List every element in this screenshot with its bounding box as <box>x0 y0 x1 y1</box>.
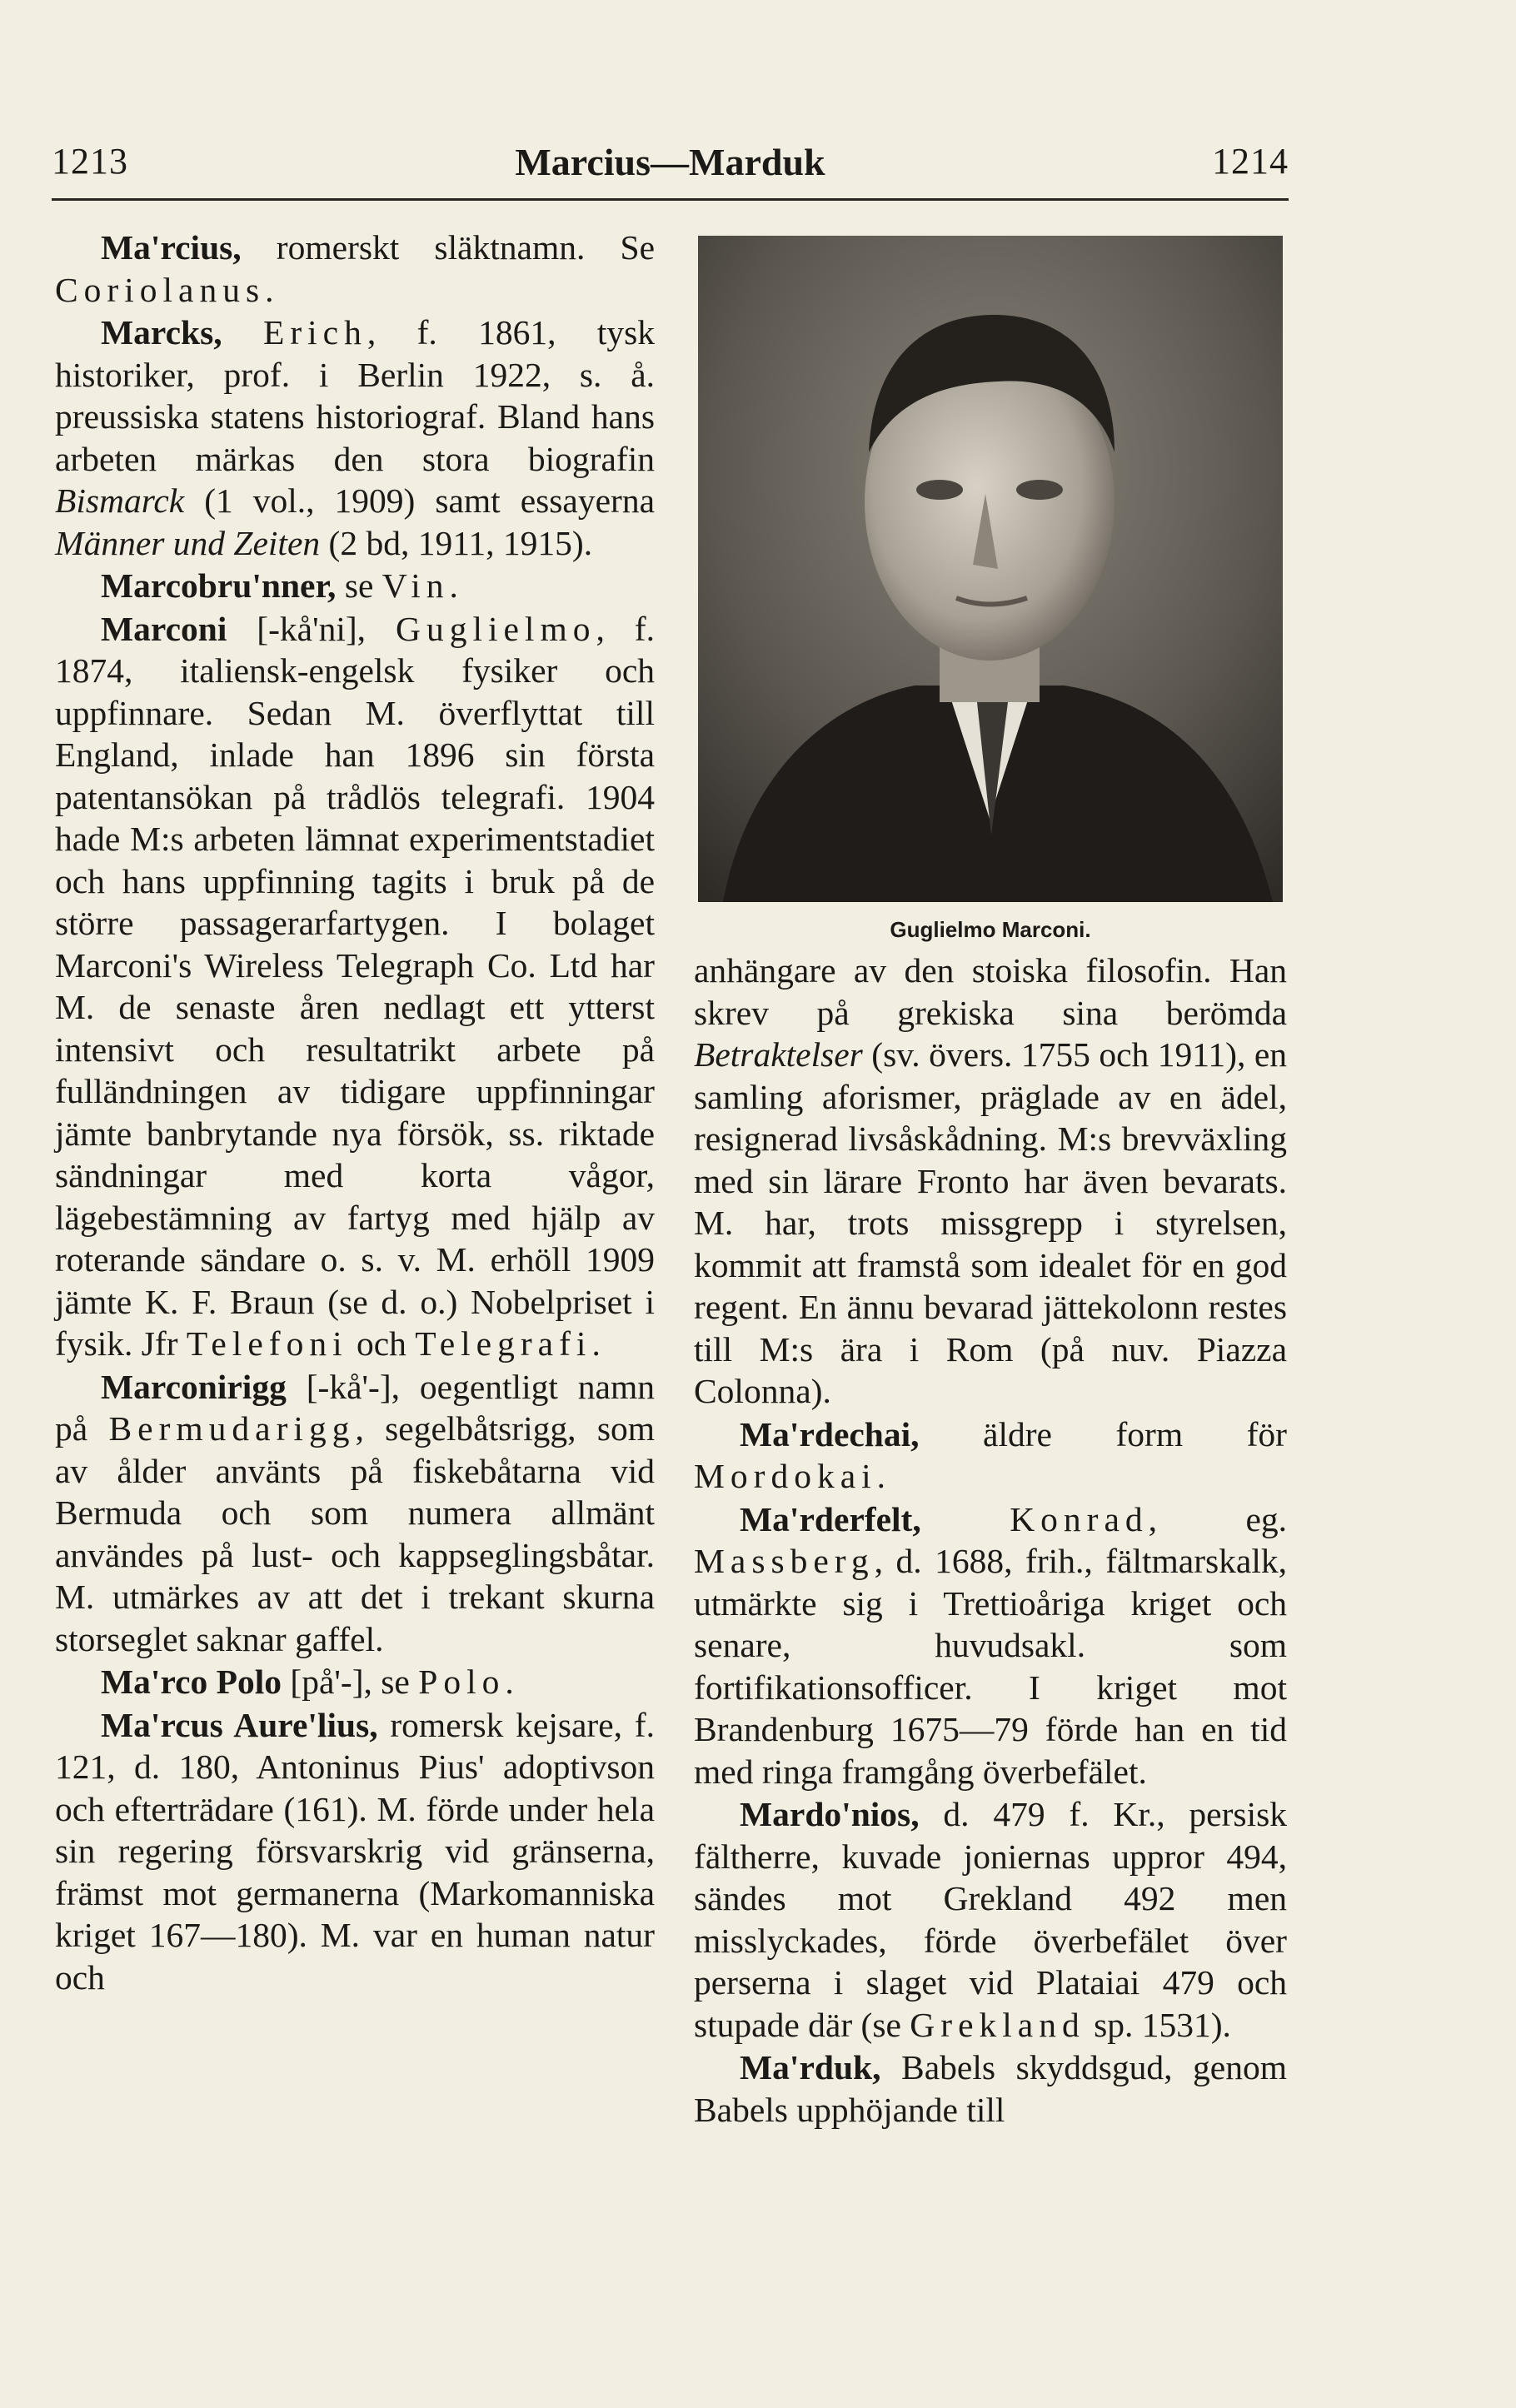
entry-text: Babels skyddsgud, genom Babels upphöjande till <box>694 2048 1287 2129</box>
italic-title: Betraktelser <box>694 1035 863 1074</box>
page-header <box>52 140 1289 201</box>
entry-text: se <box>336 566 382 605</box>
entry-text: . <box>449 566 458 605</box>
entry-text: romersk kejsare, f. 121, d. 180, Antoninus Pius' adoptivson och efterträdare (161). M. förde under hela sin regering försvarskrig vid gränserna, främst mot germanerna (Markomanniska kriget 167—180). M. var en human natur och <box>55 1705 655 1997</box>
entry-0 <box>55 227 655 311</box>
portrait-photo <box>698 236 1283 902</box>
entry-text: , eg. <box>1148 1499 1287 1538</box>
entry-text: äldre form för <box>919 1414 1287 1453</box>
spaced-reference: Bermudarigg <box>108 1409 356 1448</box>
entry-text <box>222 313 263 351</box>
entry-1 <box>694 1413 1287 1498</box>
entry-5 <box>55 1661 655 1703</box>
entry-text: [-kå'ni], <box>227 609 396 648</box>
entry-6 <box>55 1704 655 1999</box>
headword: Ma'rco Polo <box>101 1663 282 1701</box>
entry-text: anhängare av den stoiska filosofin. Han skrev på grekiska sina berömda <box>694 951 1287 1032</box>
spaced-reference: Erich <box>262 313 367 351</box>
entry-text: (2 bd, 1911, 1915). <box>320 523 593 562</box>
headword: Ma'rcus Aure'lius, <box>101 1705 378 1744</box>
entry-text: [på'-], se <box>282 1663 419 1701</box>
entry-text: . <box>876 1457 886 1495</box>
spaced-reference: Guglielmo <box>395 609 596 648</box>
spaced-reference: Telefoni <box>186 1324 348 1363</box>
spaced-reference: Vin <box>381 566 450 605</box>
entry-text: . <box>591 1324 601 1363</box>
entry-text: d. 479 f. Kr., persisk fältherre, kuvade joniernas uppror 494, sändes mot Grekland 492 men misslyckades, förde överbefälet över perserna i slaget vid Plataiai 479 och stupade där (se <box>694 1795 1287 2044</box>
spaced-reference: Massberg <box>694 1542 875 1580</box>
headword: Marcks, <box>101 313 222 351</box>
entry-text: . <box>265 270 274 309</box>
entry-3 <box>55 608 655 1365</box>
spaced-reference: Coriolanus <box>55 270 266 309</box>
entry-text: romerskt släktnamn. Se <box>241 228 655 267</box>
entry-4 <box>55 1366 655 1661</box>
page-number-right: 1214 <box>1212 141 1289 182</box>
italic-title: Bismarck <box>55 481 185 520</box>
italic-title: Männer und Zeiten <box>55 523 321 562</box>
spaced-reference: Telegrafi <box>415 1324 592 1363</box>
headword: Marconirigg <box>101 1367 287 1406</box>
headword: Ma'rcius, <box>101 228 242 267</box>
entry-text: , segelbåtsrigg, som av ålder använts på fiskebåtarna vid Bermuda och som numera allmänt användes på lust- och kappseglingsbåtar. M. utmärkes av att det i trekant skurna storseglet saknar gaffel. <box>55 1409 655 1658</box>
entry-text: sp. 1531). <box>1085 2005 1231 2044</box>
entry-text: , f. 1861, tysk historiker, prof. i Berlin 1922, s. å. preussiska statens historiograf. Bland hans arbeten märkas den stora biografin <box>55 313 655 478</box>
right-column <box>694 950 1287 2131</box>
headword: Marcobru'nner, <box>101 566 337 605</box>
entry-text: , f. 1874, italiensk-engelsk fysiker och uppfinnare. Sedan M. överflyttat till England, inlade han 1896 sin första patentansökan på trådlös telegrafi. 1904 hade M:s arbeten lämnat experimentstadiet och hans uppfinning tagits i bruk på de större passagerarfartygen. I bolaget Marconi's Wireless Telegraph Co. Ltd har M. de senaste åren nedlagt ett ytterst intensivt och resultatrikt arbete på fulländningen av tidigare uppfinningar jämte banbrytande nya försök, ss. riktade sändningar med korta vågor, lägebestämning av fartyg med hjälp av roterande sändare o. s. v. M. erhöll 1909 jämte K. F. Braun (se d. o.) Nobelpriset i fysik. Jfr <box>55 609 655 1363</box>
headword: Marconi <box>101 609 227 648</box>
entry-2 <box>55 565 655 607</box>
running-head: Marcius—Marduk <box>515 141 825 183</box>
entry-text: (sv. övers. 1755 och 1911), en samling aforismer, präglade av en ädel, resignerad livsåskådning. M:s brevväxling med sin lärare Fronto har även bevarats. M. har, trots missgrepp i styrelsen, kommit att framstå som idealet för en god regent. En ännu bevarad jättekolonn restes till M:s ära i Rom (på nuv. Piazza Colonna). <box>694 1035 1287 1410</box>
headword: Ma'rderfelt, <box>740 1499 921 1538</box>
entry-3 <box>694 1793 1287 2046</box>
headword: Mardo'nios, <box>740 1795 920 1833</box>
spaced-reference: Konrad <box>1010 1499 1149 1538</box>
page-number-left: 1213 <box>52 141 128 182</box>
entry-text: (1 vol., 1909) samt essayerna <box>184 481 655 520</box>
spaced-reference: Polo <box>418 1663 506 1701</box>
entry-text: [-kå'-], oegentligt namn på <box>55 1367 655 1448</box>
portrait-image <box>698 236 1283 902</box>
figure-caption: Guglielmo Marconi. <box>890 917 1091 942</box>
left-column <box>55 227 655 2284</box>
entry-text: . <box>505 1663 514 1701</box>
spaced-reference: Grekland <box>910 2005 1085 2044</box>
entry-text: , d. 1688, frih., fältmarskalk, utmärkte sig i Trettioåriga kriget och senare, huvudsakl. som fortifikationsofficer. I kriget mot Brandenburg 1675—79 förde han en tid med ringa framgång överbefälet. <box>694 1542 1287 1791</box>
portrait-figure <box>698 236 1283 943</box>
entry-4 <box>694 2047 1287 2131</box>
entry-text <box>921 1500 1010 1538</box>
spaced-reference: Mordokai <box>694 1457 877 1495</box>
headword: Ma'rdechai, <box>740 1414 920 1453</box>
headword: Ma'rduk, <box>740 2048 881 2086</box>
entry-text: och <box>347 1324 416 1363</box>
entry-1 <box>55 312 655 564</box>
entry-2 <box>694 1498 1287 1793</box>
entry-0 <box>694 950 1287 1413</box>
